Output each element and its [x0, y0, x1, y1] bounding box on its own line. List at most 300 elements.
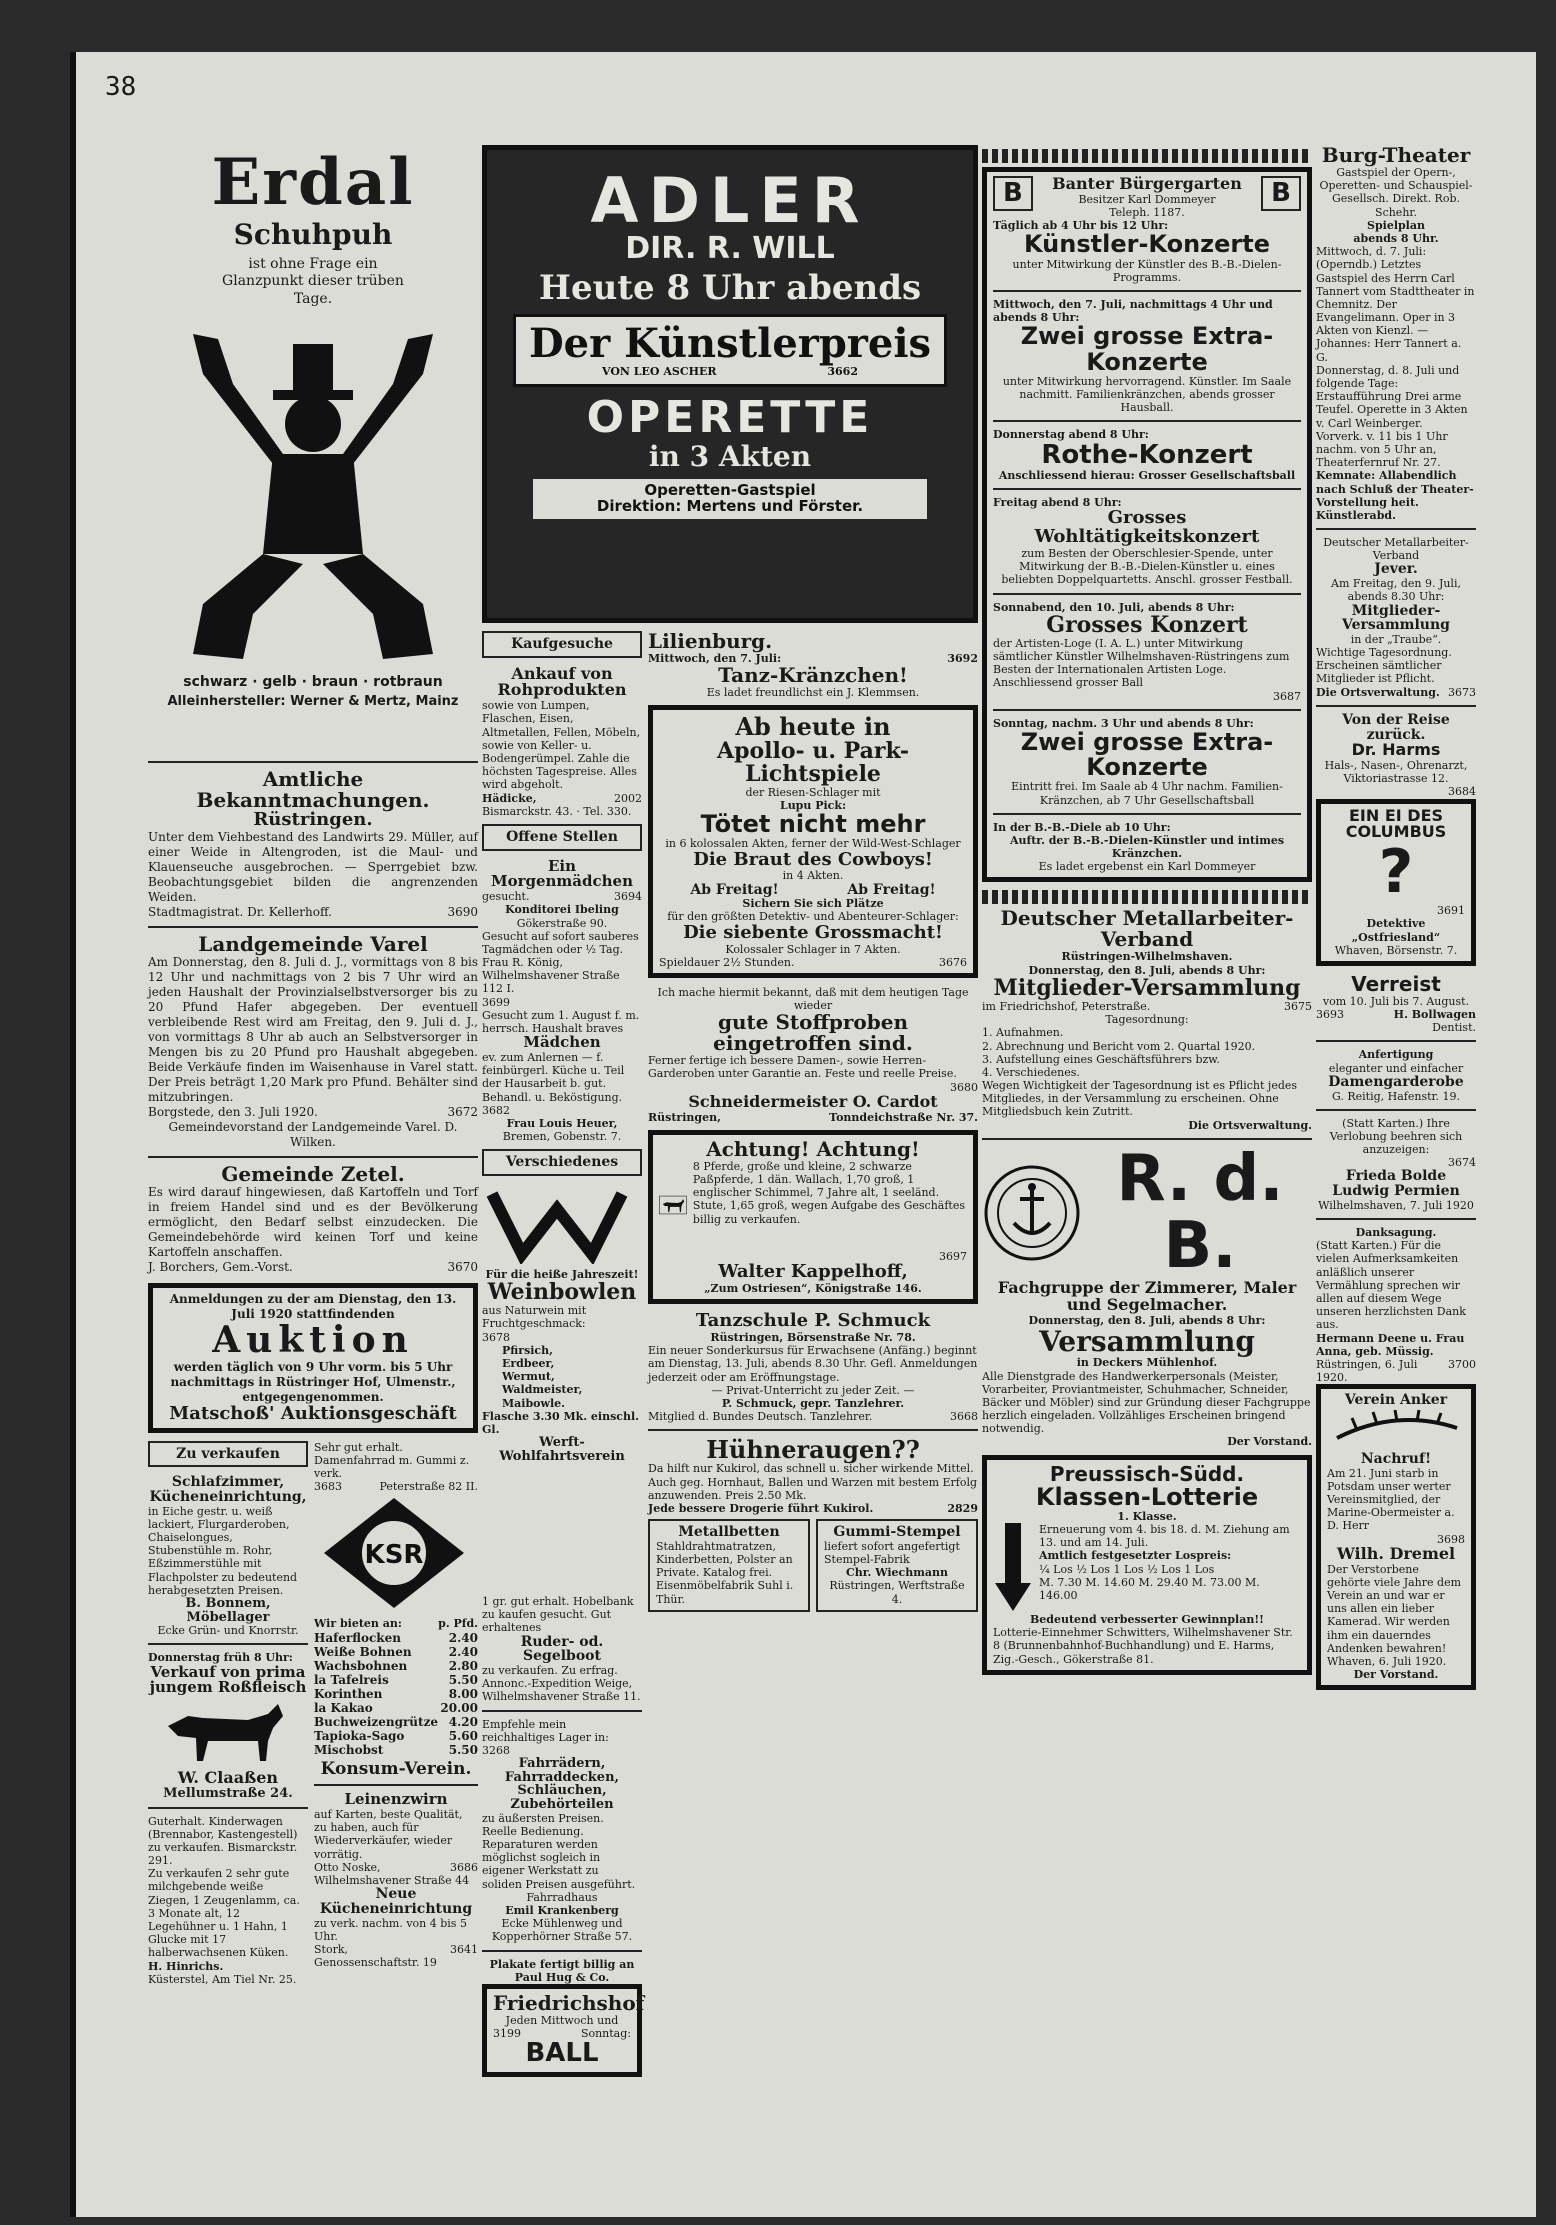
agenda-item: 2. Abrechnung und Bericht vom 2. Quartal 1920. [982, 1039, 1256, 1053]
lotterie-prices: M. 7.30 M. 14.60 M. 29.40 M. 73.00 M. 146.00 [1039, 1575, 1260, 1602]
apollo-star: Lupu Pick: [779, 798, 847, 812]
tanzschule-text: Ein neuer Sonderkursus für Erwachsene (Anfäng.) beginnt am Dienstag, 13. Juli, abends 8.30 Uhr. Gefl. Anmeldungen jederzeit oder am Eröffnungstage. [648, 1344, 978, 1384]
verschiedenes-text: aus Naturwein mit Fruchtgeschmack: [482, 1304, 587, 1331]
amtliche-place: Rüstringen. [253, 809, 373, 830]
erdal-brand: Erdal [211, 145, 415, 220]
offene-addr3: Bremen, Gobenstr. 7. [502, 1130, 622, 1144]
metallarbeiter-note: Wegen Wichtigkeit der Tagesordnung ist es Pflicht jedes Mitgliedes, in der Versammlung zu erscheinen. Ohne Mitgliedsbuch kein Zutritt. [982, 1079, 1298, 1119]
konsum-item-price: 8.00 [448, 1686, 478, 1701]
tanzschule-addr: Rüstringen, Börsenstraße Nr. 78. [710, 1330, 916, 1344]
kaufgesuche-text: sowie von Lumpen, Flaschen, Eisen, Altmetallen, Fellen, Möbeln, sowie von Keller- u. Bodengerümpel. Zahle die höchsten Tagespreise. Alles wird abgeholt. [482, 699, 641, 792]
anker-sign: Der Vorstand. [1353, 1668, 1439, 1682]
dank-head: Danksagung. [1355, 1226, 1437, 1240]
agenda-item: 4. Verschiedenes. [982, 1065, 1080, 1079]
verschiedenes-big: Weinbowlen [487, 1279, 637, 1306]
columbus-question-mark: ? [1378, 837, 1414, 908]
rdb-title: R. d. B. [1116, 1141, 1284, 1283]
rossfleisch-addr: Mellumstraße 24. [163, 1785, 293, 1801]
agenda-item: 1. Aufnahmen. [982, 1026, 1064, 1040]
lilienburg-invite: Es ladet freundlichst ein J. Klemmsen. [706, 686, 920, 700]
arrow-down-icon [993, 1523, 1033, 1613]
offene-head3: Mädchen [523, 1033, 601, 1052]
metallarbeiter-place: Rüstringen-Wilhelmshaven. [1061, 950, 1233, 964]
friedrichshof-text: Jeden Mittwoch und [505, 2013, 619, 2027]
jever-head: Mitglieder-Versammlung [1342, 602, 1450, 634]
offene-code: 3694 [614, 890, 642, 904]
banter-k6: Zwei grosse Extra-Konzerte [1020, 727, 1274, 782]
verkaufen-firm: B. Bonnem, Möbellager [185, 1595, 271, 1625]
rossfleisch-firm: W. Claaßen [177, 1768, 279, 1788]
leinenzwirn-addr: Wilhelmshavener Straße 44 [314, 1874, 470, 1888]
konsum-item-name: Haferflocken [314, 1630, 401, 1645]
metallbetten-text: Stahldrahtmatratzen, Kinderbetten, Polster an Private. Katalog frei. Eisenmöbelfabrik Suhl i. Thür. [656, 1539, 794, 1606]
segelboot-text: 1 gr. gut erhalt. Hobelbank zu kaufen gesucht. Gut erhaltenes [482, 1595, 634, 1635]
metallarbeiter-agenda: Tagesordnung: [1105, 1013, 1189, 1027]
erdal-colors: schwarz · gelb · braun · rotbraun [183, 674, 443, 691]
banter-k1sub: unter Mitwirkung der Künstler des B.-B.-Dielen-Programms. [1012, 257, 1282, 284]
metallarbeiter-code: 3675 [1284, 999, 1312, 1013]
banter-sat: Sonnabend, den 10. Juli, abends 8 Uhr: [993, 600, 1235, 614]
cardot-place: Rüstringen, [648, 1110, 721, 1124]
verlobung-n1: Frieda Bolde [1345, 1168, 1447, 1185]
anchor-seal-icon [982, 1163, 1082, 1263]
fahrraeder-firm: Emil Krankenberg [505, 1903, 619, 1917]
lotterie-head: Amtlich festgesetzter Lospreis: [1039, 1549, 1232, 1563]
banter-k3: Rothe-Konzert [1041, 439, 1253, 470]
lilienburg-name: Lilienburg. [648, 629, 773, 653]
verschiedenes-price: Flasche 3.30 Mk. einschl. Gl. [482, 1409, 639, 1436]
rdb-text: Alle Dienstgrade des Handwerkerpersonals (Meister, Vorarbeiter, Proviantmeister, Schuhmacher, Schneider, Bäcker und Möbler) sind zur Gründung dieser Fachgruppe herzlich eingeladen. Vollzähliges Erscheinen bringend notwendig. [982, 1369, 1311, 1436]
adler-ad [482, 145, 978, 623]
bollwagen-code: 3693 [1316, 1008, 1344, 1022]
columbus-code: 3691 [1437, 904, 1465, 918]
verlobung-ad [1316, 1117, 1476, 1212]
kinderwagen-sign: H. Hinrichs. [148, 1959, 224, 1973]
huehner-text: Da hilft nur Kukirol, das schnell u. sicher wirkende Mittel. Auch geg. Hornhaut, Ballen und Warzen mit bestem Erfolg anzuwenden. Preis 2.50 Mk. [648, 1462, 978, 1502]
banter-k5: Grosses Konzert [1046, 611, 1248, 638]
kappelhoff-addr: „Zum Ostriesen“, Königstraße 146. [704, 1281, 922, 1295]
tanzschule-member: Mitglied d. Bundes Deutsch. Tanzlehrer. [648, 1410, 873, 1424]
metallarbeiter-sign: Die Ortsverwaltung. [1188, 1118, 1312, 1132]
lotterie-title2: Klassen-Lotterie [1035, 1482, 1259, 1511]
konsum-item-price: 2.80 [448, 1658, 478, 1673]
gummistempel-text: liefert sofort angefertigt Stempel-Fabrik [824, 1539, 960, 1567]
varel-sign: Gemeindevorstand der Landgemeinde Varel. D. Wilken. [168, 1119, 458, 1149]
lotterie-text: Erneuerung vom 4. bis 18. d. M. Ziehung am 13. und am 14. Juli. [1039, 1523, 1290, 1550]
erdal-slogan: ist ohne Frage ein Glanzpunkt dieser trüben Tage. [222, 255, 404, 307]
konsum-item [314, 1645, 478, 1659]
bollwagen-title: Dentist. [1432, 1021, 1476, 1035]
apollo-film: Tötet nicht mehr [700, 810, 926, 839]
apollo-ad [648, 705, 978, 978]
jever-code: 3673 [1448, 685, 1476, 699]
apollo-note: Sichern Sie sich Plätze [742, 897, 884, 911]
burg-sub: Gastspiel der Opern-, Operetten- und Schauspiel-Gesellsch. Direkt. Rob. Schehr. [1319, 166, 1473, 219]
kappelhoff-code: 3697 [939, 1249, 967, 1263]
fahrraeder-text: zu äußersten Preisen. Reelle Bedienung. Reparaturen werden möglichst sogleich in eigener Werkstatt zu soliden Preisen ausgeführt. [482, 1811, 636, 1891]
konsum-unit: p. Pfd. [438, 1617, 478, 1631]
banter-k4sub: zum Besten der Oberschlesier-Spende, unter Mitwirkung der B.-B.-Dielen-Künstler u. eines beliebten Doppelquartetts. Anschl. grosser Festball. [1001, 547, 1293, 587]
offene-text2: Gesucht auf sofort sauberes Tagmädchen oder ½ Tag. Frau R. König, Wilhelmshavener Straße 112 I. [482, 929, 639, 996]
weinbowlen-list [482, 1344, 642, 1410]
offene-sub: gesucht. [482, 890, 530, 904]
svg-text:KSR: KSR [364, 1540, 424, 1571]
konsum-item-name: Korinthen [314, 1686, 383, 1701]
kappelhoff-ad [648, 1130, 978, 1304]
harms-text: Hals-, Nasen-, Ohrenarzt, [1324, 758, 1468, 772]
apollo-friday-1: Ab Freitag! [690, 881, 779, 898]
varel-text: Am Donnerstag, den 8. Juli d. J., vormittags von 8 bis 12 Uhr und nachmittags von 2 bis 7 Uhr wird an jeden Haushalt der Provinzialselbstversorger bis zu 20 Pfund Hafer abgegeben. Der eventuell verbleibende Rest wird am Freitag, den 9. Juli d. J., von vormittags 8 Uhr ab auch an Selbstversorger in Mengen bis zu 20 Pfund pro Haushalt abgegeben. Beide Verkäufe finden im Waisenhause in Varel statt. Der Preis beträgt 1,20 Mark pro Pfund. Behälter sind mitzubringen. [148, 954, 478, 1104]
tanzschule-title: Tanzschule P. Schmuck [695, 1310, 931, 1332]
jever-ad [1316, 536, 1476, 699]
burg-text2: Donnerstag, d. 8. Juli und folgende Tage: Erstaufführung Drei arme Teufel. Operette in 3 Akten v. Carl Weinberger. [1316, 363, 1468, 430]
damenfahrrad-code: 3683 [314, 1480, 342, 1494]
agenda-item: 3. Aufstellung eines Geschäftsführers bzw. [982, 1052, 1220, 1066]
harms-addr: Viktoriastrasse 12. [1343, 772, 1449, 786]
friedrichshof-name: Friedrichshof [493, 1990, 645, 2015]
jever-text: Wichtige Tagesordnung. Erscheinen sämtlicher Mitglieder ist Pflicht. [1316, 646, 1452, 686]
metallbetten-title: Metallbetten [678, 1524, 780, 1541]
anker-code: 3698 [1437, 1532, 1465, 1546]
tanzschule-code: 3668 [950, 1410, 978, 1424]
kappelhoff-text: 8 Pferde, große und kleine, 2 schwarze Paßpferde, 1 dän. Wallach, 1,70 groß, 1 englischer Schimmel, 7 Jahre alt, 1 seeländ. Stute, 1,65 groß, wegen Aufgabe des Geschäftes billig zu verkaufen. [692, 1159, 966, 1226]
adler-director: DIR. R. WILL [625, 231, 835, 267]
konsum-item-price: 20.00 [440, 1700, 478, 1715]
friedrichshof-code: 3199 [493, 2027, 521, 2041]
banter-diele: In der B.-B.-Diele ab 10 Uhr: [993, 820, 1171, 834]
banter-sun: Sonntag, nachm. 3 Uhr und abends 8 Uhr: [993, 716, 1254, 730]
lotterie-text2: Bedeutend verbesserter Gewinnplan!! [1029, 1613, 1265, 1627]
horse-icon [148, 1696, 298, 1766]
fahrraeder-sub: Fahrradhaus [526, 1890, 598, 1904]
banter-invite: Es ladet ergebenst ein Karl Dommeyer [1038, 860, 1256, 874]
apollo-acts2: in 4 Akten. [782, 869, 844, 883]
erdal-product: Schuhpuh [233, 218, 393, 252]
banter-k2sub: unter Mitwirkung hervorragend. Künstler. Im Saale nachmitt. Familienkränzchen, abends grosser Hausball. [1002, 374, 1292, 415]
zetel-sign: J. Borchers, Gem.-Vorst. [148, 1259, 293, 1274]
garderobe-text: eleganter und einfacher [1328, 1061, 1464, 1075]
konsum-item [314, 1687, 478, 1701]
column-4 [1316, 145, 1476, 1698]
verlobung-n2: Ludwig Permien [1332, 1183, 1460, 1200]
cardot-head: gute Stoffproben eingetroffen sind. [713, 1010, 913, 1056]
page-number: 38 [105, 72, 137, 102]
konsum-item [314, 1673, 478, 1687]
burg-ad [1316, 145, 1476, 522]
adler-time: Heute 8 Uhr abends [538, 267, 922, 308]
verschiedenes-firm: Werft-Wohlfahrtsverein [499, 1435, 625, 1464]
konsum-item-name: la Tafelreis [314, 1672, 389, 1687]
columbus-ad [1316, 799, 1476, 966]
varel-notice [148, 931, 478, 1150]
offene-head: Ein Morgenmädchen [490, 856, 634, 891]
konsum-item [314, 1743, 478, 1757]
jever-date: Am Freitag, den 9. Juli, abends 8.30 Uhr: [1331, 577, 1461, 604]
columbus-title: EIN EI DES COLUMBUS [1345, 805, 1447, 842]
kaufgesuche-firm: Hädicke, [482, 791, 537, 805]
anker-text2: Der Verstorbene gehörte viele Jahre dem Verein an und war er uns allen ein lieber Kamerad. Wir werden ihm ein dauerndes Andenken bewahren! [1327, 1562, 1462, 1655]
jever-title: Deutscher Metallarbeiter-Verband [1323, 536, 1469, 563]
lotterie-class: 1. Klasse. [1117, 1509, 1177, 1523]
adler-genre: OPERETTE [586, 392, 874, 444]
leinenzwirn-firm: Otto Noske, [314, 1860, 381, 1874]
offene-firm: Konditorei Ibeling [505, 903, 619, 917]
lilienburg-event: Tanz-Kränzchen! [718, 663, 908, 688]
metallarbeiter-head: Mitglieder-Versammlung [993, 974, 1301, 1001]
columbus-addr: Whaven, Börsenstr. 7. [1334, 943, 1458, 957]
rdb-ad [982, 1141, 1312, 1449]
apollo-name: Apollo- u. Park-Lichtspiele [717, 737, 909, 787]
gummistempel-addr: Rüstringen, Werftstraße 4. [829, 1579, 965, 1606]
auktion-text: werden täglich von 9 Uhr vorm. bis 5 Uhr nachmittags in Rüstringer Hof, Ulmenstr., entgegengenommen. [170, 1359, 456, 1404]
konsum-title: Konsum-Verein. [320, 1758, 472, 1779]
adler-guest: Operetten-Gastspiel [644, 481, 816, 500]
banter-thu: Donnerstag abend 8 Uhr: [993, 428, 1149, 442]
auktion-intro: Anmeldungen zu der am Dienstag, den 13. Juli 1920 stattfindenden [169, 1291, 457, 1321]
columbus-text: Detektive [1366, 917, 1426, 931]
lilienburg-code: 3692 [947, 652, 978, 665]
konsum-item-name: Tapioka-Sago [314, 1728, 405, 1743]
offene-text4: ev. zum Anlernen — f. feinbürgerl. Küche u. Teil der Hausarbeit b. gut. Behandl. u. Beköstigung. [482, 1050, 625, 1104]
auktion-ad [148, 1283, 478, 1433]
erdal-ad [148, 145, 478, 753]
gummistempel-ad [816, 1519, 978, 1612]
huehner-ad [648, 1437, 978, 1515]
konsum-header: Wir bieten an: [314, 1617, 402, 1631]
harms-name: Dr. Harms [1351, 740, 1441, 760]
apollo-code: 3676 [939, 955, 967, 969]
ww-logo-icon [482, 1184, 632, 1264]
damenfahrrad-text: Sehr gut erhalt. Damenfahrrad m. Gummi z. verk. [314, 1440, 470, 1480]
zetel-text: Es wird darauf hingewiesen, daß Kartoffeln und Torf in freiem Handel sind und es der Bevölkerung ermöglicht, den Bedarf selbst einzudecken. Die Gemeindebehörde wird keinen Torf und keine Kartoffeln anschaffen. [148, 1184, 478, 1259]
weinbowlen-item: Maibowle. [502, 1396, 565, 1410]
anker-title: Verein Anker [1344, 1392, 1448, 1409]
burg-text4: Kemnate: Allabendlich nach Schluß der Theater-Vorstellung heit. Künstlerabd. [1316, 469, 1474, 522]
zetel-notice [148, 1161, 478, 1275]
banter-ad [982, 167, 1312, 882]
anker-text: Am 21. Juni starb in Potsdam unser werter Vereinsmitglied, der Marine-Obermeister a. D. Herr [1327, 1466, 1455, 1533]
amtliche-text: Unter dem Viehbestand des Landwirts 29. Müller, auf einer Weide in Altengroden, ist die Maul- und Klauenseuche ausgebrochen. — Sperrgebiet bzw. Beobachtungsgebiet bilden die angrenzenden Weiden. [148, 829, 478, 904]
plakate-firm: Paul Hug & Co. [514, 1970, 610, 1984]
apollo-dur: Spieldauer 2½ Stunden. [659, 955, 795, 969]
banter-b-logo-right: B [1261, 176, 1301, 211]
metallarbeiter-date: Donnerstag, den 8. Juli, abends 8 Uhr: [1028, 963, 1266, 977]
konsum-item-price: 5.50 [448, 1742, 478, 1757]
banter-k5sub: der Artisten-Loge (I. A. L.) unter Mitwirkung sämtlicher Künstler Wilhelmshaven-Rüstringens zum Besten der Internationalen Artisten Loge. Anschliessend grosser Ball [993, 636, 1290, 690]
tanzschule-ad [648, 1312, 978, 1423]
banter-k2: Zwei grosse Extra-Konzerte [1020, 322, 1274, 376]
rossfleisch-title: Verkauf von prima jungem Roßfleisch [149, 1662, 307, 1697]
konsum-item [314, 1659, 478, 1673]
kinderwagen-addr: Küsterstel, Am Tiel Nr. 25. [148, 1972, 297, 1986]
cardot-code: 3680 [950, 1080, 978, 1094]
auktion-title: Auktion [212, 1318, 414, 1361]
weinbowlen-item: Pfirsich, [502, 1343, 553, 1357]
verschiedenes-title: Verschiedenes [482, 1149, 642, 1176]
anker-ad [1316, 1384, 1476, 1690]
verlobung-text: (Statt Karten.) Ihre Verlobung beehren sich anzuzeigen: [1329, 1116, 1463, 1157]
garderobe-ad [1316, 1048, 1476, 1102]
ksr-logo-icon [314, 1493, 474, 1613]
metallarbeiter-loc: im Friedrichshof, Peterstraße. [982, 999, 1151, 1013]
jever-sign: Die Ortsverwaltung. [1316, 685, 1440, 699]
weinbowlen-item: Waldmeister, [502, 1383, 583, 1397]
konsum-item-name: Wachsbohnen [314, 1658, 408, 1673]
verschiedenes-code: 3678 [482, 1330, 510, 1344]
garderobe-addr: G. Reitig, Hafenstr. 19. [1331, 1089, 1461, 1103]
banter-daily: Täglich ab 4 Uhr bis 12 Uhr: [993, 219, 1169, 233]
burg-name: Burg-Theater [1321, 143, 1471, 167]
harms-code: 3684 [1448, 785, 1476, 799]
amtliche-sign: Stadtmagistrat. Dr. Kellerhoff. [148, 904, 332, 919]
leinenzwirn-text: auf Karten, beste Qualität, zu haben, auch für Wiederverkäufer, wieder vorrätig. [314, 1808, 463, 1861]
classifieds-col [482, 631, 642, 1620]
fahrraeder-code: 3268 [482, 1743, 510, 1757]
konsum-item-name: Mischobst [314, 1742, 384, 1757]
palm-branch-icon [1327, 1408, 1467, 1448]
kueche-code: 3641 [450, 1942, 478, 1956]
dank-text: (Statt Karten.) Für die vielen Aufmerksamkeiten anläßlich unserer Vermählung sprechen wir allen auf diesem Wege unseren herzlichsten Dank aus. [1316, 1239, 1466, 1332]
banter-k1: Künstler-Konzerte [1024, 230, 1270, 259]
offene-addr: Gökerstraße 90. [516, 916, 608, 930]
apollo-note2: für den größten Detektiv- und Abenteurer-Schlager: [667, 910, 959, 924]
lotterie-text3: Lotterie-Einnehmer Schwitters, Wilhelmshavener Str. 8 (Brunnenbahnhof-Buchhandlung) und E. Harms, Zig.-Gesch., Gökerstraße 81. [993, 1626, 1293, 1666]
columbus-firm: „Ostfriesland“ [1351, 930, 1441, 944]
kinderwagen-text: Guterhalt. Kinderwagen (Brennabor, Kastengestell) zu verkaufen. Bismarckstr. 291. [148, 1814, 298, 1868]
fahrraeder-addr: Ecke Mühlenweg und Kopperhörner Straße 57. [491, 1917, 633, 1944]
banter-b-logo-left: B [993, 176, 1033, 211]
banter-wed: Mittwoch, den 7. Juli, nachmittags 4 Uhr und abends 8 Uhr: [993, 298, 1273, 325]
bollwagen-text: vom 10. Juli bis 7. August. [1322, 994, 1470, 1008]
friedrichshof-day: Sonntag: [580, 2027, 631, 2041]
metallarbeiter-title: Deutscher Metallarbeiter-Verband [1000, 906, 1294, 952]
apollo-acts: in 6 kolossalen Akten, ferner der Wild-West-Schlager [665, 837, 961, 851]
apollo-acts3: Kolossaler Schlager in 7 Akten. [725, 942, 901, 956]
kappelhoff-firm: Walter Kappelhoff, [718, 1261, 908, 1283]
friedrichshof-ad [482, 1984, 645, 2077]
dank-code: 3700 [1448, 1357, 1476, 1371]
kueche-title: Neue Kücheneinrichtung [319, 1886, 473, 1917]
offene-code2: 3699 [482, 995, 510, 1009]
adler-acts: in 3 Akten [648, 439, 812, 473]
fahrraeder-head: Fahrrädern, Fahrraddecken, Schläuchen, Zubehörteilen [504, 1756, 620, 1812]
metallarbeiter-agenda-list [982, 1026, 1312, 1079]
banter-fri: Freitag abend 8 Uhr: [993, 496, 1122, 510]
damenfahrrad-addr: Peterstraße 82 II. [379, 1480, 478, 1494]
konsum-item-name: Buchweizengrütze [314, 1714, 439, 1729]
column-1 [148, 145, 478, 1986]
bollwagen-name: H. Bollwagen [1393, 1008, 1476, 1022]
column-3 [982, 145, 1312, 1683]
banter-name: Banter Bürgergarten [1052, 174, 1242, 194]
tanzschule-firm: P. Schmuck, gepr. Tanzlehrer. [721, 1396, 905, 1410]
leinenzwirn-code: 3686 [450, 1860, 478, 1874]
kueche-text: zu verk. nachm. von 4 bis 5 Uhr. [314, 1916, 467, 1943]
verkaufen-col [148, 1441, 308, 1986]
konsum-item-price: 4.20 [448, 1714, 478, 1729]
segelboot-text2: zu verkaufen. Zu erfrag. Annonc.-Expedition Weige, Wilhelmshavener Straße 11. [482, 1663, 641, 1704]
amtliche-notice [148, 769, 478, 920]
auktion-firm: Matschoß' Auktionsgeschäft [169, 1402, 457, 1424]
verkaufen-title: Zu verkaufen [148, 1441, 308, 1468]
fahrraeder-intro: Empfehle mein reichhaltiges Lager in: [482, 1717, 609, 1744]
varel-title: Landgemeinde Varel [198, 931, 428, 956]
verschiedenes-head: Für die heiße Jahreszeit! [485, 1267, 639, 1281]
konsum-item [314, 1729, 478, 1743]
events-col [648, 631, 978, 1620]
cardot-text: Ferner fertige ich bessere Damen-, sowie Herren-Garderoben unter Garantie an. Feste und reelle Preise. [648, 1054, 957, 1081]
horse-icon [659, 1160, 687, 1250]
apollo-film3: Die siebente Grossmacht! [683, 921, 943, 943]
anker-addr: Whaven, 6. Juli 1920. [1327, 1654, 1447, 1668]
kueche-addr: Stork, Genossenschaftstr. 19 [314, 1942, 437, 1970]
verkaufen-text: in Eiche gestr. u. weiß lackiert, Flurgarderoben, Chaiselongues, Stubenstühle m. Rohr, Eßzimmerstühle mit Flachpolster zu bedeutend herabgesetzten Preisen. [148, 1504, 298, 1597]
kaufgesuche-code: 2002 [614, 791, 642, 805]
erdal-maker: Alleinhersteller: Werner & Mertz, Mainz [167, 694, 459, 710]
dank-ad [1316, 1226, 1476, 1384]
konsum-item [314, 1701, 478, 1715]
friedrichshof-event: BALL [525, 2038, 599, 2069]
adler-by: VON LEO ASCHER [602, 365, 717, 379]
harms-ad [1316, 713, 1476, 799]
weinbowlen-item: Erdbeer, [502, 1357, 555, 1370]
konsum-item-name: la Kakao [314, 1700, 373, 1715]
dank-names: Hermann Deene u. Frau Anna, geb. Müssig. [1316, 1331, 1465, 1358]
burg-text: Mittwoch, d. 7. Juli: (Operndb.) Letztes Gastspiel des Herrn Carl Tannert vom Stadttheater in Chemnitz. Der Evangelimann. Oper in 3 Akten von Kienzl. — Johannes: Herr Tannert a. G. [1316, 245, 1475, 364]
metallarbeiter-ad [982, 908, 1312, 1131]
column-2 [482, 145, 978, 2069]
apollo-sub: der Riesen-Schlager mit [745, 785, 881, 799]
cardot-firm: Schneidermeister O. Cardot [688, 1091, 938, 1111]
lotterie-title: Preussisch-Südd. [1049, 1461, 1245, 1486]
erdal-figure-illustration [163, 314, 463, 674]
zetel-title: Gemeinde Zetel. [221, 1161, 405, 1186]
jever-loc: in der „Traube“. [1350, 632, 1442, 646]
huehner-title: Hühneraugen?? [706, 1435, 920, 1465]
rdb-date: Donnerstag, den 8. Juli, abends 8 Uhr: [1028, 1313, 1266, 1327]
adler-direction: Direktion: Mertens und Förster. [596, 496, 864, 515]
burg-plan: Spielplan [1367, 218, 1425, 232]
konsum-item-name: Weiße Bohnen [314, 1644, 412, 1659]
apollo-film2: Die Braut des Cowboys! [693, 848, 933, 870]
banter-owner: Besitzer Karl Dommeyer [1078, 192, 1216, 206]
metallbetten-ad [648, 1519, 810, 1612]
garderobe-big: Damengarderobe [1328, 1073, 1464, 1090]
offene-title: Offene Stellen [482, 824, 642, 851]
kappelhoff-title: Achtung! Achtung! [706, 1136, 920, 1161]
classifieds-col-lower [482, 1595, 645, 2085]
konsum-item-price: 5.50 [448, 1672, 478, 1687]
konsum-item-price: 2.40 [448, 1644, 478, 1659]
adler-play: Der Künstlerpreis [528, 320, 932, 368]
banter-k6sub: Eintritt frei. Im Saale ab 4 Uhr nachm. Familien-Kränzchen, ab 7 Uhr Gesellschaftsball [1011, 780, 1283, 807]
banter-k4: Grosses Wohltätigkeitskonzert [1034, 507, 1260, 548]
konsum-price-list [314, 1631, 478, 1757]
leinenzwirn-title: Leinenzwirn [344, 1790, 448, 1809]
huehner-text2: Jede bessere Drogerie führt Kukirol. [648, 1502, 874, 1516]
dank-addr: Rüstringen, 6. Juli 1920. [1316, 1357, 1418, 1385]
verlobung-code: 3674 [1448, 1156, 1476, 1170]
offene-firm3: Frau Louis Heuer, [506, 1116, 618, 1130]
anker-head: Nachruf! [1360, 1450, 1432, 1467]
anker-name: Wilh. Dremel [1336, 1543, 1456, 1563]
kaufgesuche-addr: Bismarckstr. 43. · Tel. 330. [482, 804, 632, 818]
lotterie-ad [982, 1455, 1312, 1675]
kaufgesuche-head: Ankauf von Rohprodukten [497, 663, 627, 700]
burg-text3: Vorverk. v. 11 bis 1 Uhr nachm. von 5 Uhr an, Theaterfernruf Nr. 27. [1316, 429, 1448, 470]
lotterie-lose: ¼ Los ½ Los 1 Los ½ Los 1 Los [1039, 1562, 1215, 1576]
konsum-col [314, 1441, 478, 1986]
